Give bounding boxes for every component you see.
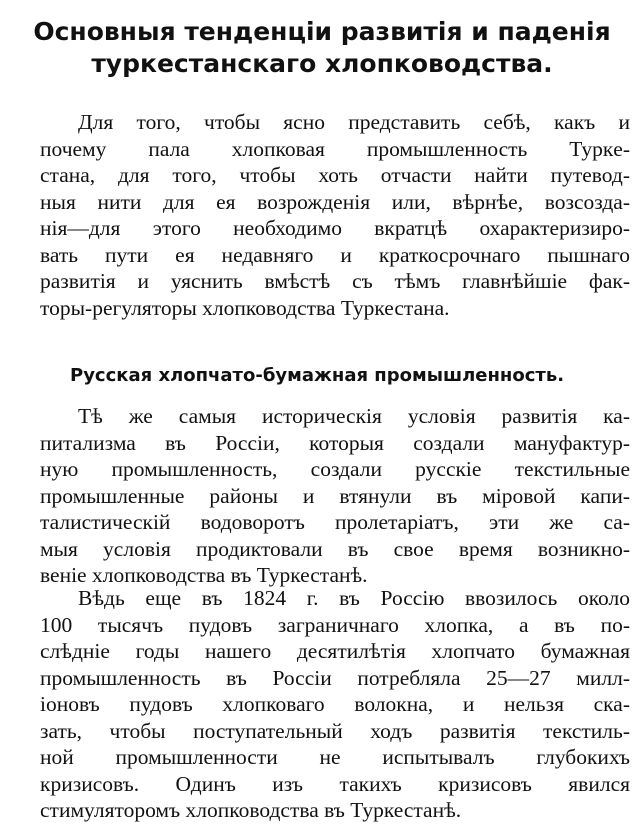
- text-line: слѣдніе годы нашего десятилѣтія хлопчато бумажная: [40, 639, 630, 663]
- text-line: ныя нити для ея возрожденія или, вѣрнѣе, возсозда-: [40, 189, 630, 214]
- text-line: развитія и уяснить вмѣстѣ съ тѣмъ главнѣйшіе фак-: [40, 269, 630, 293]
- text-line: ной промышленности не испытывалъ глубокихъ: [40, 745, 630, 769]
- text-line: промышленные районы и втянули въ міровой капи-: [40, 483, 630, 508]
- text-line: зать, чтобы поступательный ходъ развитія текстиль-: [40, 718, 630, 743]
- text-line: іоновъ пудовъ хлопковаго волокна, и нельзя ска-: [40, 692, 630, 716]
- text-line: Тѣ же самыя историческія условія развитія ка-: [78, 404, 630, 428]
- text-line: стана, для того, чтобы хоть отчасти найти путевод-: [40, 163, 630, 187]
- text-line: мыя условія продиктовали въ свое время возникно-: [40, 536, 630, 561]
- text-line: талистическій водоворотъ пролетаріатъ, эти же са-: [40, 510, 630, 534]
- text-line: Для того, чтобы ясно представить себѣ, какъ и: [78, 110, 630, 134]
- paragraph-1: [40, 403, 630, 589]
- intro-paragraph: [40, 109, 630, 321]
- text-line: 100 тысячъ пудовъ заграничнаго хлопка, а въ по-: [40, 612, 630, 637]
- section-heading: Русская хлопчато-бумажная промышленность.: [70, 365, 565, 386]
- paragraph-2: [40, 585, 630, 824]
- text-line: Вѣдь еще въ 1824 г. въ Россію ввозилось около: [78, 586, 630, 610]
- text-line: торы-регуляторы хлопководства Туркестана.: [40, 295, 450, 320]
- text-line: почему пала хлопковая промышленность Туркe-: [40, 136, 630, 161]
- title-line: туркестанскаго хлопководства.: [91, 49, 553, 78]
- text-line: промышленность въ Россіи потребляла 25—27 милл-: [40, 665, 630, 690]
- text-line: ную промышленность, создали русскіе текстильные: [40, 457, 630, 481]
- text-line: стимуляторомъ хлопководства въ Туркестанѣ.: [40, 798, 462, 822]
- text-line: кризисовъ. Одинъ изъ такихъ кризисовъ явился: [40, 771, 630, 796]
- article-title: [10, 16, 634, 80]
- text-line: нія—для этого необходимо вкратцѣ охарактеризиро-: [40, 216, 630, 240]
- text-line: питализма въ Россіи, которыя создали мануфактур-: [40, 430, 630, 455]
- text-line: вать пути ея недавняго и краткосрочнаго пышнаго: [40, 242, 630, 267]
- title-line: Основныя тенденціи развитія и паденія: [33, 17, 611, 46]
- text-line: веніе хлопководства въ Туркестанѣ.: [40, 563, 368, 587]
